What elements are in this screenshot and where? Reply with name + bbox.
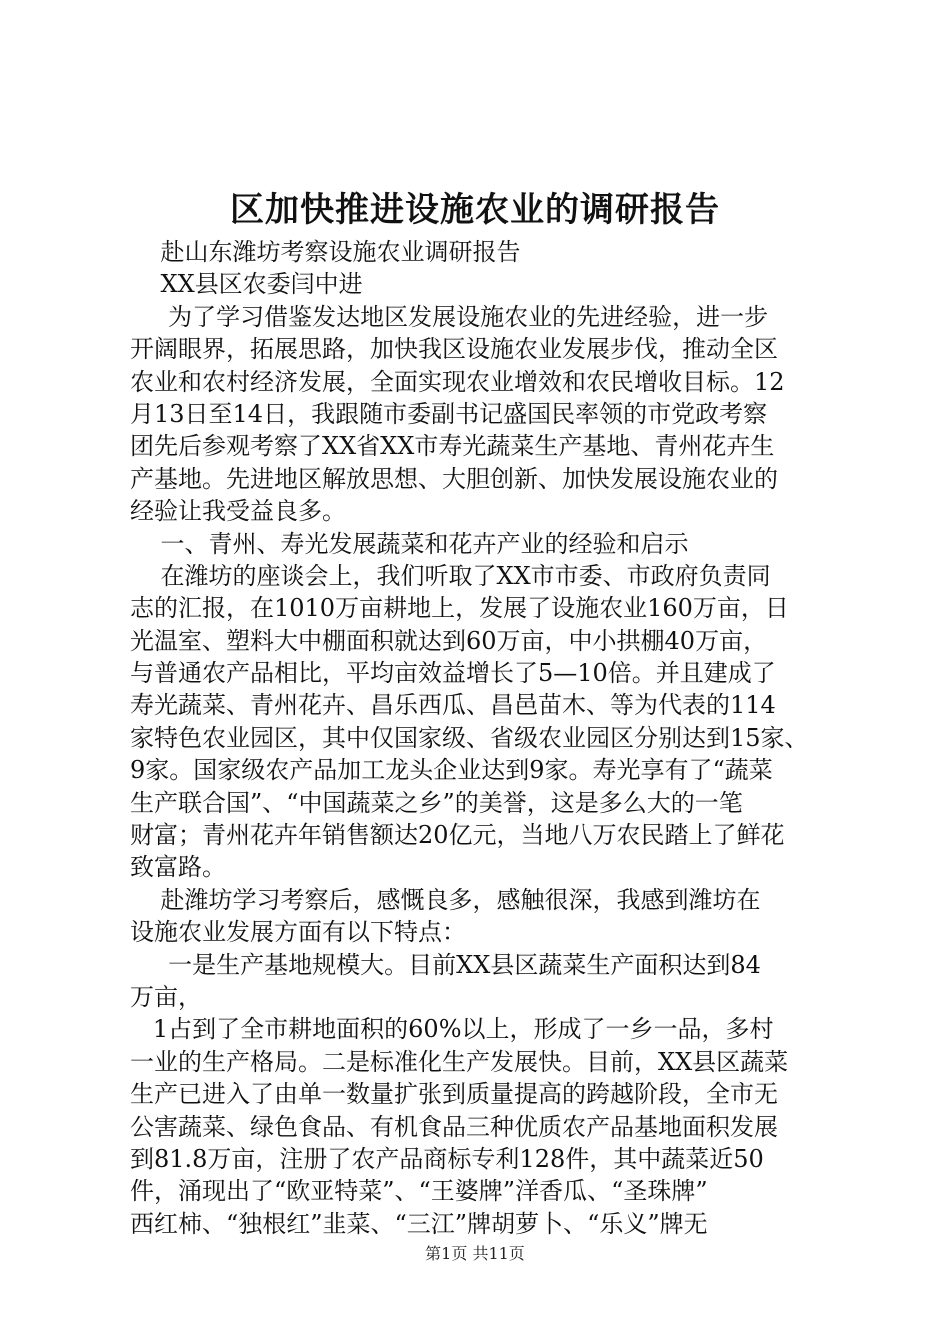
body-line: 一是生产基地规模大。目前XX县区蔬菜生产面积达到84 — [130, 950, 761, 979]
page-footer: 第1页 共11页 — [425, 1244, 525, 1263]
body-line: 与普通农产品相比，平均亩效益增长了5—10倍。并且建成了 — [130, 659, 776, 688]
body-line: 产基地。先进地区解放思想、大胆创新、加快发展设施农业的 — [130, 464, 778, 493]
body-line: 财富；青州花卉年销售额达20亿元，当地八万农民踏上了鲜花 — [130, 821, 785, 850]
body-line: 在潍坊的座谈会上，我们听取了XX市市委、市政府负责同 — [130, 561, 771, 590]
body-line: 家特色农业园区，其中仅国家级、省级农业园区分别达到15家、 — [130, 723, 809, 752]
body-line: 光温室、塑料大中棚面积就达到60万亩，中小拱棚40万亩， — [130, 626, 768, 655]
body-line: 一、青州、寿光发展蔬菜和花卉产业的经验和启示 — [130, 529, 689, 558]
body-line: 万亩， — [130, 982, 202, 1011]
body-line: 9家。国家级农产品加工龙头企业达到9家。寿光享有了“蔬菜 — [130, 756, 773, 785]
body-line: 为了学习借鉴发达地区发展设施农业的先进经验，进一步 — [130, 302, 769, 331]
body-line: 一业的生产格局。二是标准化生产发展快。目前，XX县区蔬菜 — [130, 1047, 789, 1076]
body-line: 公害蔬菜、绿色食品、有机食品三种优质农产品基地面积发展 — [130, 1112, 778, 1141]
body-line: 寿光蔬菜、青州花卉、昌乐西瓜、昌邑苗木、等为代表的114 — [130, 691, 776, 720]
document-body — [130, 236, 830, 1240]
body-line: 月13日至14日，我跟随市委副书记盛国民率领的市党政考察 — [130, 399, 768, 428]
body-line: 1占到了全市耕地面积的60%以上，形成了一乡一品，多村 — [130, 1015, 774, 1044]
body-line: 西红柿、“独根红”韭菜、“三江”牌胡萝卜、“乐义”牌无 — [130, 1209, 708, 1238]
body-line: 农业和农村经济发展，全面实现农业增效和农民增收目标。12 — [130, 367, 785, 396]
body-line: XX县区农委闫中进 — [130, 270, 363, 299]
body-line: 团先后参观考察了XX省XX市寿光蔬菜生产基地、青州花卉生 — [130, 432, 775, 461]
body-line: 经验让我受益良多。 — [130, 497, 346, 526]
body-line: 生产联合国”、“中国蔬菜之乡”的美誉，这是多么大的一笔 — [130, 788, 743, 817]
document-title: 区加快推进设施农业的调研报告 — [230, 190, 720, 230]
body-line: 致富路。 — [130, 853, 226, 882]
body-line: 生产已进入了由单一数量扩张到质量提高的跨越阶段，全市无 — [130, 1080, 778, 1109]
body-line: 开阔眼界，拓展思路，加快我区设施农业发展步伐，推动全区 — [130, 335, 778, 364]
body-line: 志的汇报，在1010万亩耕地上，发展了设施农业160万亩，日 — [130, 594, 789, 623]
body-line: 赴山东潍坊考察设施农业调研报告 — [130, 238, 521, 266]
body-line: 件，涌现出了“欧亚特菜”、“王婆牌”洋香瓜、“圣珠牌” — [130, 1177, 708, 1206]
body-line: 设施农业发展方面有以下特点： — [130, 918, 466, 947]
body-line: 赴潍坊学习考察后，感慨良多，感触很深，我感到潍坊在 — [130, 885, 761, 914]
body-line: 到81.8万亩，注册了农产品商标专利128件，其中蔬菜近50 — [130, 1144, 764, 1173]
